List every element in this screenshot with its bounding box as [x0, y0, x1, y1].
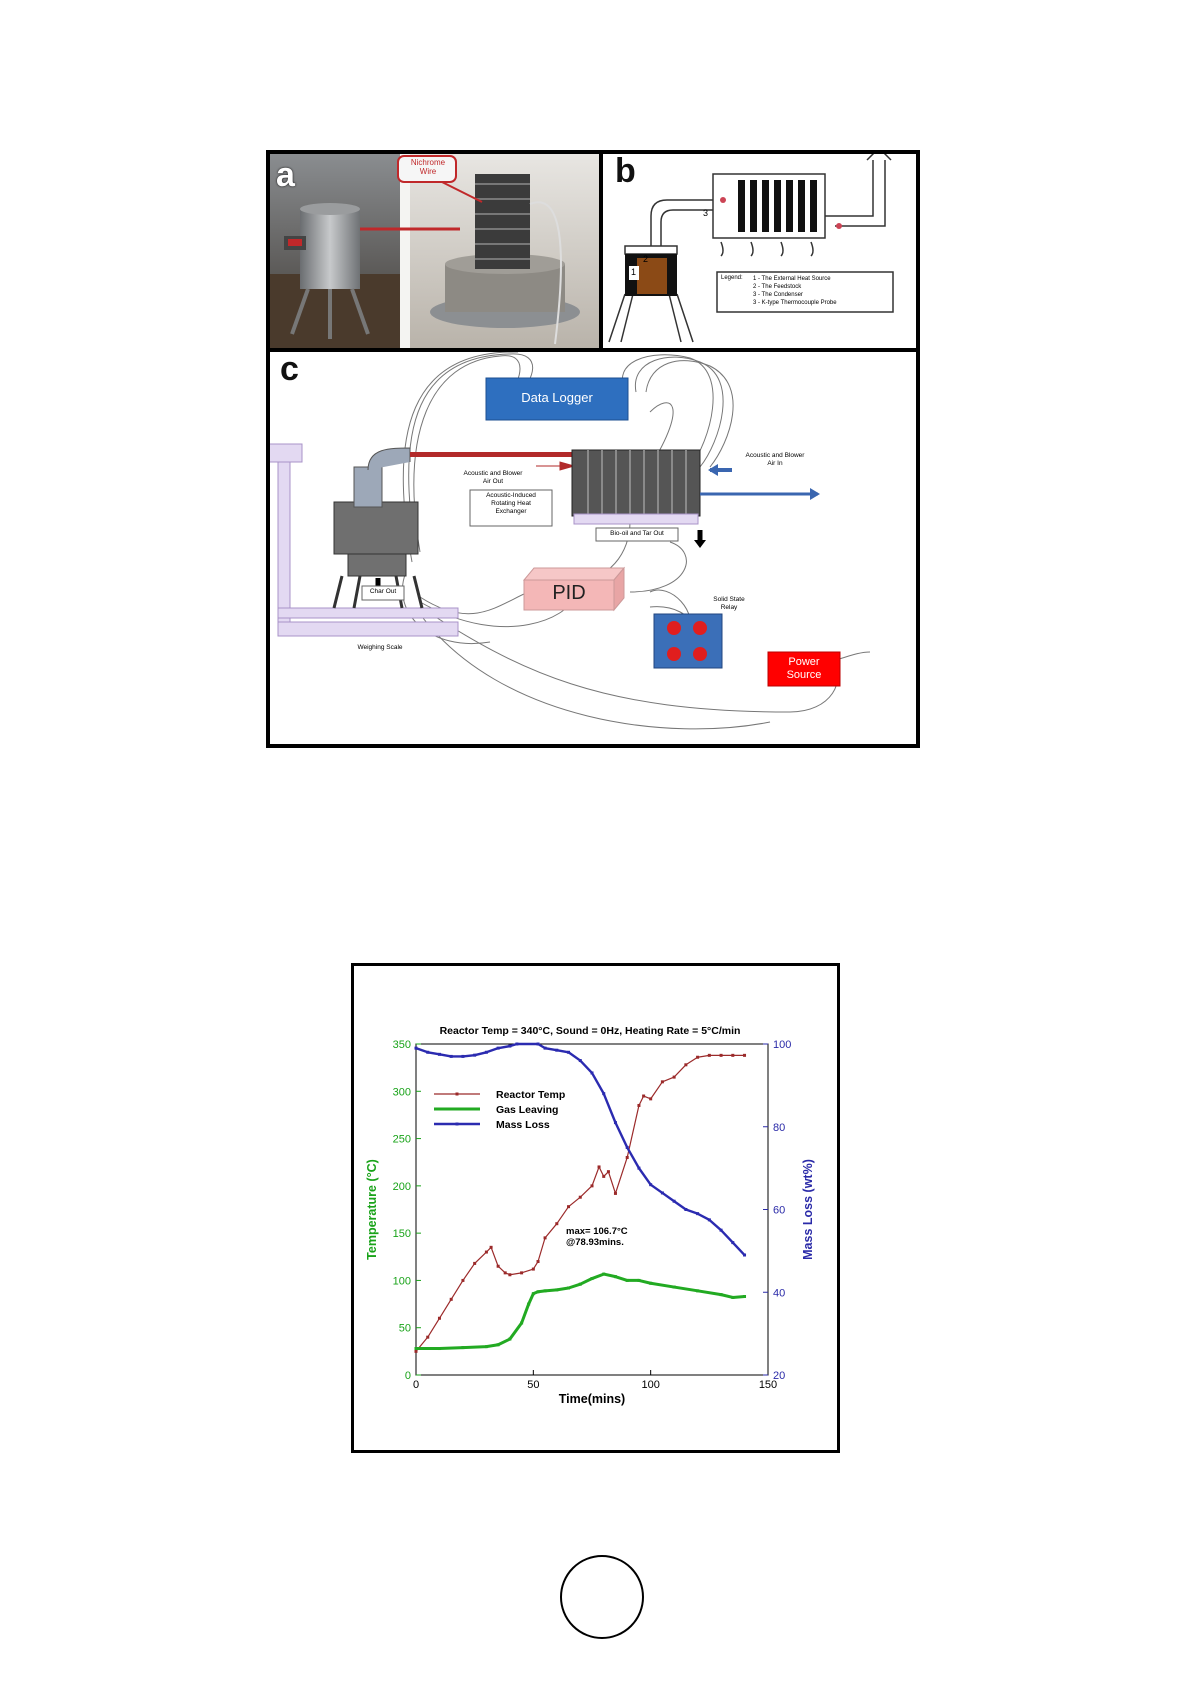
- y-left-tick-label: 100: [392, 1275, 411, 1288]
- data-logger-label: Data Logger: [521, 390, 593, 405]
- point-gas-leaving: [497, 1343, 500, 1346]
- point-mass-loss: [450, 1055, 453, 1058]
- point-gas-leaving: [673, 1286, 676, 1289]
- legend-marker-mass-loss: [456, 1123, 459, 1126]
- power-source-label: Power Source: [786, 656, 822, 681]
- point-gas-leaving: [461, 1346, 464, 1349]
- point-reactor-temp: [438, 1317, 441, 1320]
- y-left-tick-label: 0: [404, 1370, 411, 1382]
- point-reactor-temp: [426, 1336, 429, 1339]
- point-mass-loss: [461, 1055, 464, 1058]
- point-reactor-temp: [504, 1271, 507, 1274]
- panel-a-photo: [270, 154, 599, 348]
- y-right-tick-label: 20: [773, 1370, 786, 1382]
- point-mass-loss: [415, 1047, 418, 1050]
- point-mass-loss: [614, 1121, 617, 1124]
- point-gas-leaving: [649, 1282, 652, 1285]
- point-mass-loss: [579, 1059, 582, 1062]
- label-3: 3: [703, 208, 709, 218]
- scale-label: Weighing Scale: [357, 644, 403, 651]
- panel-c-letter: c: [280, 350, 299, 388]
- point-gas-leaving: [415, 1347, 418, 1350]
- point-reactor-temp: [485, 1251, 488, 1254]
- temperature-mass-loss-chart: [354, 966, 837, 1450]
- legend-marker-reactor-temp: [456, 1093, 459, 1096]
- pid-label: PID: [552, 582, 586, 604]
- point-gas-leaving: [520, 1321, 523, 1324]
- point-mass-loss: [731, 1241, 734, 1244]
- x-tick-label: 150: [758, 1379, 778, 1391]
- point-reactor-temp: [649, 1097, 652, 1100]
- label-1: 1: [631, 267, 637, 277]
- point-reactor-temp: [696, 1056, 699, 1059]
- legend-item: 2 - The Feedstock: [753, 284, 802, 290]
- point-gas-leaving: [579, 1283, 582, 1286]
- point-mass-loss: [720, 1229, 723, 1232]
- point-reactor-temp: [591, 1184, 594, 1187]
- point-mass-loss: [508, 1045, 511, 1048]
- point-gas-leaving: [508, 1338, 511, 1341]
- point-gas-leaving: [555, 1288, 558, 1291]
- point-gas-leaving: [485, 1345, 488, 1348]
- bio-oil-label: Bio-oil and Tar Out: [610, 530, 664, 537]
- y-right-tick-label: 100: [773, 1039, 792, 1051]
- legend-item: 3 - K-type Thermocouple Probe: [753, 300, 837, 306]
- y-right-tick-label: 60: [773, 1204, 786, 1217]
- point-reactor-temp: [473, 1262, 476, 1265]
- point-mass-loss: [515, 1043, 518, 1046]
- point-reactor-temp: [607, 1170, 610, 1173]
- point-mass-loss: [626, 1146, 629, 1149]
- y-right-tick-label: 80: [773, 1121, 786, 1134]
- point-gas-leaving: [637, 1279, 640, 1282]
- y-left-tick-label: 150: [392, 1228, 411, 1241]
- chart-title: Reactor Temp = 340°C, Sound = 0Hz, Heating Rate = 5°C/min: [439, 1025, 741, 1037]
- legend-title: Legend:: [721, 275, 743, 281]
- legend-item: 3 - The Condenser: [753, 292, 803, 298]
- point-reactor-temp: [415, 1350, 418, 1353]
- point-mass-loss: [438, 1053, 441, 1056]
- point-reactor-temp: [567, 1205, 570, 1208]
- axes: [365, 1039, 815, 1406]
- y-right-axis-label: Mass Loss (wt%): [801, 1159, 815, 1260]
- point-mass-loss: [661, 1191, 664, 1194]
- y-left-tick-label: 200: [392, 1180, 411, 1193]
- point-gas-leaving: [537, 1290, 540, 1293]
- legend-label-mass-loss: Mass Loss: [496, 1119, 550, 1131]
- relay-label: Solid State Relay: [713, 596, 745, 611]
- point-mass-loss: [649, 1183, 652, 1186]
- max-annotation: [566, 1226, 628, 1248]
- legend-label-gas-leaving: Gas Leaving: [496, 1104, 559, 1116]
- x-tick-label: 100: [641, 1379, 660, 1391]
- label-2: 2: [643, 254, 649, 264]
- series-layer: [415, 1043, 747, 1353]
- point-reactor-temp: [614, 1192, 617, 1195]
- y-left-tick-label: 350: [392, 1039, 411, 1051]
- point-reactor-temp: [598, 1165, 601, 1168]
- point-gas-leaving: [527, 1303, 530, 1306]
- point-mass-loss: [537, 1043, 540, 1046]
- legend-marker-gas-leaving: [456, 1108, 459, 1111]
- point-reactor-temp: [579, 1196, 582, 1199]
- point-mass-loss: [673, 1200, 676, 1203]
- y-right-tick-label: 40: [773, 1287, 786, 1300]
- nichrome-wire-callout: Nichrome Wire: [410, 158, 446, 176]
- point-reactor-temp: [661, 1080, 664, 1083]
- point-reactor-temp: [450, 1298, 453, 1301]
- point-mass-loss: [708, 1218, 711, 1221]
- point-gas-leaving: [614, 1275, 617, 1278]
- heat-exchanger-label: Acoustic-Induced Rotating Heat Exchanger: [486, 492, 536, 515]
- x-tick-label: 0: [412, 1379, 420, 1391]
- panel-c-drawing: [270, 352, 916, 744]
- point-mass-loss: [426, 1051, 429, 1054]
- point-mass-loss: [473, 1054, 476, 1057]
- point-mass-loss: [696, 1212, 699, 1215]
- point-mass-loss: [637, 1167, 640, 1170]
- point-reactor-temp: [497, 1265, 500, 1268]
- point-reactor-temp: [731, 1054, 734, 1057]
- chart-frame: [351, 963, 840, 1453]
- page-number-circle: [560, 1555, 644, 1639]
- point-mass-loss: [544, 1047, 547, 1050]
- y-left-tick-label: 250: [392, 1133, 411, 1146]
- point-gas-leaving: [626, 1279, 629, 1282]
- point-reactor-temp: [490, 1246, 493, 1249]
- panel-a-letter: a: [276, 156, 295, 194]
- point-gas-leaving: [544, 1289, 547, 1292]
- point-reactor-temp: [743, 1054, 746, 1057]
- char-out-label: Char Out: [369, 588, 397, 595]
- series-line-reactor-temp: [416, 1055, 745, 1351]
- point-gas-leaving: [696, 1289, 699, 1292]
- point-reactor-temp: [544, 1236, 547, 1239]
- legend-item: 1 - The External Heat Source: [753, 276, 831, 282]
- point-reactor-temp: [637, 1104, 640, 1107]
- annotation-line: max= 106.7°C: [566, 1226, 628, 1237]
- y-left-tick-label: 300: [392, 1086, 411, 1099]
- point-reactor-temp: [537, 1260, 540, 1263]
- point-gas-leaving: [602, 1273, 605, 1276]
- point-mass-loss: [555, 1049, 558, 1052]
- x-tick-label: 50: [527, 1379, 540, 1391]
- point-mass-loss: [567, 1051, 570, 1054]
- point-gas-leaving: [731, 1296, 734, 1299]
- panel-a-photo-art: [270, 154, 599, 348]
- point-reactor-temp: [555, 1222, 558, 1225]
- legend-label-reactor-temp: Reactor Temp: [496, 1089, 566, 1101]
- point-gas-leaving: [567, 1286, 570, 1289]
- panel-b-letter: b: [615, 152, 636, 190]
- y-left-axis-label: Temperature (°C): [365, 1159, 379, 1260]
- point-mass-loss: [684, 1208, 687, 1211]
- point-gas-leaving: [743, 1295, 746, 1298]
- point-gas-leaving: [532, 1292, 535, 1295]
- point-reactor-temp: [673, 1076, 676, 1079]
- point-reactor-temp: [461, 1279, 464, 1282]
- y-left-tick-label: 50: [398, 1322, 411, 1335]
- panel-b-schematic: [603, 154, 916, 348]
- panel-b-drawing: [603, 154, 916, 348]
- air-in-label: Acoustic and Blower Air In: [745, 452, 805, 467]
- point-reactor-temp: [532, 1268, 535, 1271]
- air-out-label: Acoustic and Blower Air Out: [463, 470, 523, 485]
- point-reactor-temp: [642, 1095, 645, 1098]
- point-gas-leaving: [438, 1347, 441, 1350]
- annotation-line: @78.93mins.: [566, 1237, 624, 1248]
- point-reactor-temp: [708, 1054, 711, 1057]
- point-gas-leaving: [591, 1277, 594, 1280]
- point-reactor-temp: [602, 1175, 605, 1178]
- point-mass-loss: [591, 1071, 594, 1074]
- panel-c-diagram: [270, 352, 916, 744]
- legend-list: [753, 275, 837, 307]
- point-mass-loss: [497, 1047, 500, 1050]
- point-reactor-temp: [684, 1063, 687, 1066]
- x-axis-label: Time(mins): [558, 1392, 626, 1406]
- series-line-mass-loss: [416, 1044, 745, 1255]
- point-reactor-temp: [720, 1054, 723, 1057]
- point-mass-loss: [743, 1254, 746, 1257]
- point-mass-loss: [602, 1092, 605, 1095]
- point-gas-leaving: [720, 1293, 723, 1296]
- chart-legend: [434, 1089, 565, 1131]
- point-reactor-temp: [626, 1156, 629, 1159]
- point-reactor-temp: [508, 1273, 511, 1276]
- point-mass-loss: [485, 1051, 488, 1054]
- point-reactor-temp: [520, 1271, 523, 1274]
